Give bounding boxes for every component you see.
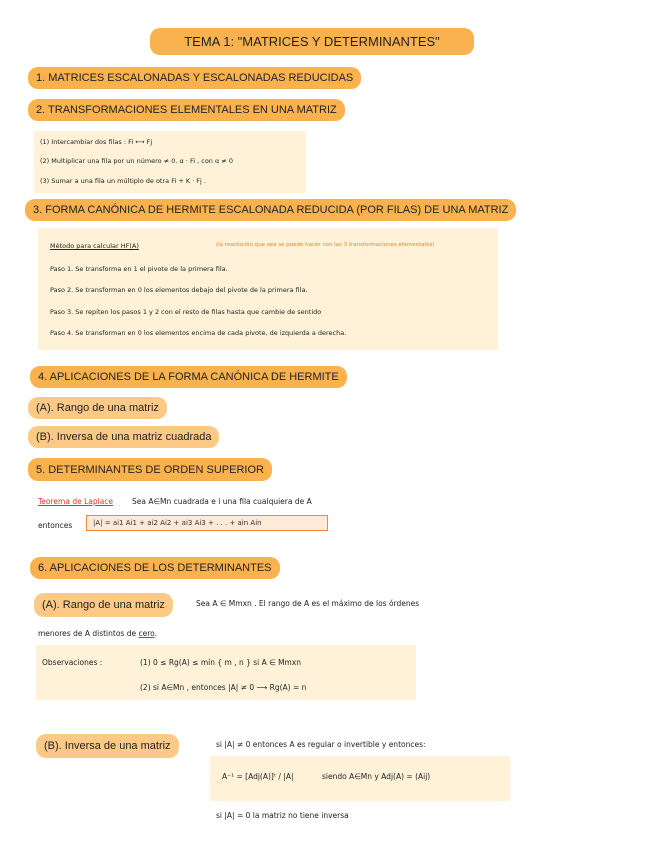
transformacion-2: (2) Multiplicar una fila por un número ≠ 0. α · Fi , con α ≠ 0 <box>40 157 233 165</box>
observaciones-label: Observaciones : <box>42 658 103 667</box>
hermite-paso-2: Paso 2. Se transforman en 0 los elementos debajo del pivote de la primera fila. <box>50 286 308 294</box>
section-4a-heading: (A). Rango de una matriz <box>28 397 167 419</box>
laplace-formula: |A| = ai1 Ai1 + ai2 Ai2 + ai3 Ai3 + . . . + ain Ain <box>86 515 328 531</box>
hermite-aside: (la resolución que sea se puede hacer con las 3 transformaciones elementales) <box>216 242 435 248</box>
hermite-paso-3: Paso 3. Se repiten los pasos 1 y 2 con el resto de filas hasta que cambie de sentido <box>50 308 322 316</box>
inversa-det-line1: si |A| ≠ 0 entonces A es regular o invertible y entonces: <box>216 740 426 749</box>
rango-det-line2-c: . <box>154 629 157 638</box>
rango-det-line2 <box>38 629 157 638</box>
section-4b-heading: (B). Inversa de una matriz cuadrada <box>28 426 219 448</box>
section-2-heading: 2. TRANSFORMACIONES ELEMENTALES EN UNA MATRIZ <box>28 99 345 121</box>
hermite-heading: Método para calcular HF(A) <box>50 242 139 250</box>
section-5-heading: 5. DETERMINANTES DE ORDEN SUPERIOR <box>28 458 272 481</box>
section-4-heading: 4. APLICACIONES DE LA FORMA CANÓNICA DE HERMITE <box>30 366 347 388</box>
observacion-2: (2) si A∈Mn , entonces |A| ≠ 0 ⟶ Rg(A) = n <box>140 683 307 692</box>
section-1-heading: 1. MATRICES ESCALONADAS Y ESCALONADAS REDUCIDAS <box>28 67 361 89</box>
rango-det-line2-a: menores de A distintos de <box>38 629 139 638</box>
hermite-paso-4: Paso 4. Se transforman en 0 los elementos encima de cada pivote, de izquierda a derecha. <box>50 329 347 337</box>
transformacion-3: (3) Sumar a una fila un múltiplo de otra Fi + K · Fj . <box>40 177 206 185</box>
observacion-1: (1) 0 ≤ Rg(A) ≤ mín { m , n } si A ∈ Mmxn <box>140 658 302 667</box>
page-title: TEMA 1: "MATRICES Y DETERMINANTES" <box>150 28 474 55</box>
laplace-label: Teorema de Laplace <box>38 497 114 506</box>
rango-det-line1: Sea A ∈ Mmxn . El rango de A es el máximo de los órdenes <box>196 599 420 608</box>
inversa-formula: A⁻¹ = [Adj(A)]ᵗ / |A| <box>222 772 294 781</box>
hermite-paso-1: Paso 1. Se transforma en 1 el pivote de la primera fila. <box>50 265 228 273</box>
section-6b-heading: (B). Inversa de una matriz <box>36 734 179 758</box>
laplace-text: Sea A∈Mn cuadrada e i una fila cualquiera de A <box>132 497 312 506</box>
section-6-heading: 6. APLICACIONES DE LOS DETERMINANTES <box>30 557 280 579</box>
inversa-siendo: siendo A∈Mn y Adj(A) = (Aij) <box>322 772 431 781</box>
rango-det-line2-b: cero <box>138 629 155 638</box>
transformacion-1: (1) Intercambiar dos filas : Fi ⟷ Fj <box>40 138 153 146</box>
section-3-heading: 3. FORMA CANÓNICA DE HERMITE ESCALONADA REDUCIDA (POR FILAS) DE UNA MATRIZ <box>25 199 516 221</box>
inversa-det-line3: si |A| = 0 la matriz no tiene inversa <box>216 811 349 820</box>
laplace-entonces: entonces <box>38 521 73 530</box>
section-6a-heading: (A). Rango de una matriz <box>34 593 173 617</box>
